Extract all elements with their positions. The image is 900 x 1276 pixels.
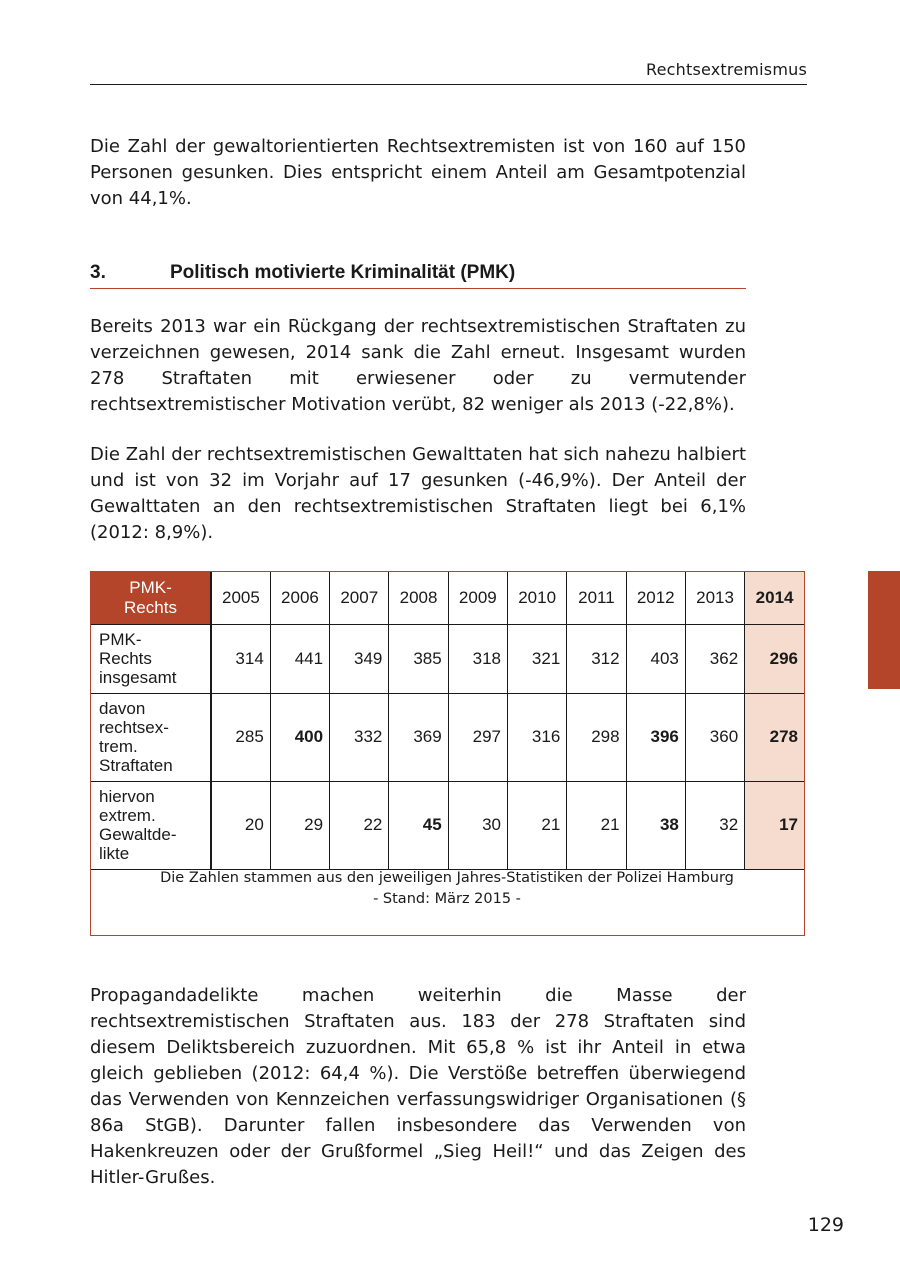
table-cell: 316 [507, 693, 566, 781]
table-cell: 400 [270, 693, 329, 781]
table-cell: 312 [567, 624, 626, 693]
table-cell: 285 [211, 693, 270, 781]
table-cell: 38 [626, 781, 685, 869]
row-label: PMK- Rechts insgesamt [91, 624, 211, 693]
table-cell: 403 [626, 624, 685, 693]
table-cell-current: 296 [745, 624, 804, 693]
table-cell: 21 [567, 781, 626, 869]
year-header: 2013 [685, 572, 744, 624]
table-cell: 21 [507, 781, 566, 869]
table-cell: 360 [685, 693, 744, 781]
table-cell: 321 [507, 624, 566, 693]
row-label: davon rechtsex- trem. Straftaten [91, 693, 211, 781]
source-line-2: - Stand: März 2015 - [373, 891, 521, 907]
year-header: 2008 [389, 572, 448, 624]
table-cell-current: 17 [745, 781, 804, 869]
year-header: 2007 [330, 572, 389, 624]
paragraph-gewaltorientierte: Die Zahl der gewaltorientierten Rechtsextremisten ist von 160 auf 150 Personen gesunken. Dies entspricht einem Anteil am Gesamtpotenzial von 44,1%. [90, 136, 746, 209]
section-title: Politisch motivierte Kriminalität (PMK) [170, 262, 516, 283]
table-cell: 22 [330, 781, 389, 869]
table-row [91, 624, 804, 693]
table-cell: 298 [567, 693, 626, 781]
table-cell: 396 [626, 693, 685, 781]
year-header: 2011 [567, 572, 626, 624]
table-cell: 30 [448, 781, 507, 869]
running-header: Rechtsextremismus [646, 60, 807, 79]
table-cell: 441 [270, 624, 329, 693]
paragraph-straftaten: Bereits 2013 war ein Rückgang der rechtsextremistischen Straftaten zu verzeichnen gewesen, 2014 sank die Zahl erneut. Insgesamt wurden 278 Straftaten mit erwiesener oder zu vermutender rechtsextremistischer Motivation verübt, 82 weniger als 2013 (-22,8%). [90, 316, 746, 415]
header-rule [90, 84, 807, 85]
table-corner-label: PMK- Rechts [91, 572, 211, 624]
row-label: hiervon extrem. Gewaltde- likte [91, 781, 211, 869]
page-number: 129 [807, 1214, 844, 1236]
table-cell: 332 [330, 693, 389, 781]
table-cell-current: 278 [745, 693, 804, 781]
table-cell: 29 [270, 781, 329, 869]
table-cell: 314 [211, 624, 270, 693]
year-header: 2012 [626, 572, 685, 624]
year-header: 2009 [448, 572, 507, 624]
table-cell: 318 [448, 624, 507, 693]
chapter-side-tab [868, 571, 900, 689]
table-cell: 362 [685, 624, 744, 693]
year-header: 2010 [507, 572, 566, 624]
table-cell: 297 [448, 693, 507, 781]
year-header: 2005 [211, 572, 270, 624]
table-row [91, 781, 804, 869]
paragraph-propagandadelikte: Propagandadelikte machen weiterhin die Masse der rechtsextremistischen Straftaten aus. 183 der 278 Straftaten sind diesem Deliktsbereich zuzuordnen. Mit 65,8 % ist ihr Anteil in etwa gleich geblieben (2012: 64,4 %). Die Verstöße betreffen überwiegend das Verwenden von Kennzeichen verfassungswidriger Organisationen (§ 86a StGB). Darunter fallen insbesondere das Verwenden von Hakenkreuzen oder der Grußformel „Sieg Heil!“ und das Zeigen des Hitler-Grußes. [90, 985, 746, 1188]
source-line-1: Die Zahlen stammen aus den jeweiligen Jahres-Statistiken der Polizei Hamburg [160, 870, 734, 886]
section-heading [90, 262, 746, 289]
table-cell: 20 [211, 781, 270, 869]
section-number: 3. [90, 262, 106, 283]
year-header: 2006 [270, 572, 329, 624]
table-header-row [91, 572, 804, 624]
table-source-note [91, 868, 803, 910]
pmk-statistics-table [91, 572, 804, 870]
table-cell: 369 [389, 693, 448, 781]
table-row [91, 693, 804, 781]
table-cell: 45 [389, 781, 448, 869]
year-header-current: 2014 [745, 572, 804, 624]
table-cell: 385 [389, 624, 448, 693]
pmk-statistics-table-box [90, 571, 805, 936]
paragraph-gewalttaten: Die Zahl der rechtsextremistischen Gewalttaten hat sich nahezu halbiert und ist von 32 im Vorjahr auf 17 gesunken (-46,9%). Der Anteil der Gewalttaten an den rechtsextremistischen Straftaten liegt bei 6,1% (2012: 8,9%). [90, 444, 746, 543]
table-cell: 349 [330, 624, 389, 693]
table-cell: 32 [685, 781, 744, 869]
